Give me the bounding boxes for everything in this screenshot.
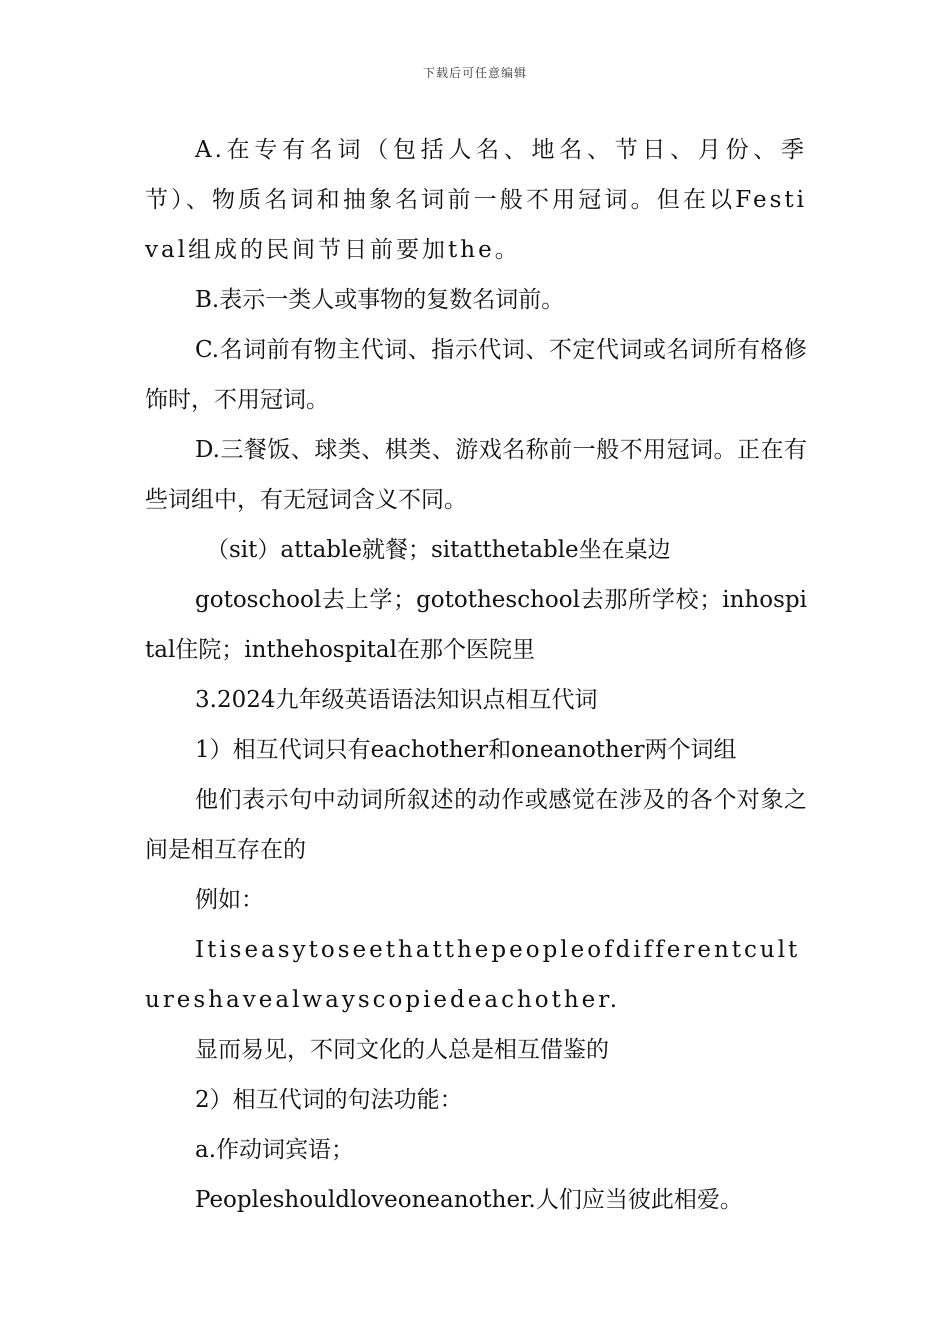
example-go-to-school: gotoschool去上学；gototheschool去那所学校；inhospital住院；inthehospital在那个医院里	[145, 587, 807, 663]
example-sit-at-table: （sit）attable就餐；sitatthetable坐在桌边	[206, 537, 671, 563]
paragraph-d: D.三餐饭、球类、棋类、游戏名称前一般不用冠词。正在有些词组中，有无冠词含义不同。	[145, 437, 807, 513]
paragraph-b: B.表示一类人或事物的复数名词前。	[195, 287, 565, 313]
point-1-reciprocal-pronouns: 1）相互代词只有eachother和oneanother两个词组	[195, 737, 737, 763]
document-body	[145, 125, 807, 1225]
page-header: 下载后可任意编辑	[422, 66, 527, 80]
section-heading-reciprocal-pronouns: 3.2024九年级英语语法知识点相互代词	[195, 687, 598, 713]
example-label: 例如：	[195, 887, 264, 913]
paragraph-c: C.名词前有物主代词、指示代词、不定代词或名词所有格修饰时，不用冠词。	[145, 337, 807, 413]
example-sentence-chinese: 显而易见，不同文化的人总是相互借鉴的	[195, 1037, 609, 1063]
example-love-one-another: Peopleshouldloveoneanother.人们应当彼此相爱。	[195, 1187, 743, 1213]
reciprocal-explanation: 他们表示句中动词所叙述的动作或感觉在涉及的各个对象之间是相互存在的	[145, 787, 807, 863]
point-a-verb-object: a.作动词宾语；	[195, 1137, 355, 1163]
example-sentence-english: Itiseasytoseethatthepeopleofdifferentcultureshavealwayscopiedeachother.	[145, 937, 801, 1013]
paragraph-a: A.在专有名词（包括人名、地名、节日、月份、季节）、物质名词和抽象名词前一般不用冠词。但在以Festival组成的民间节日前要加the。	[145, 137, 807, 263]
point-2-syntax-function: 2）相互代词的句法功能：	[195, 1087, 463, 1113]
